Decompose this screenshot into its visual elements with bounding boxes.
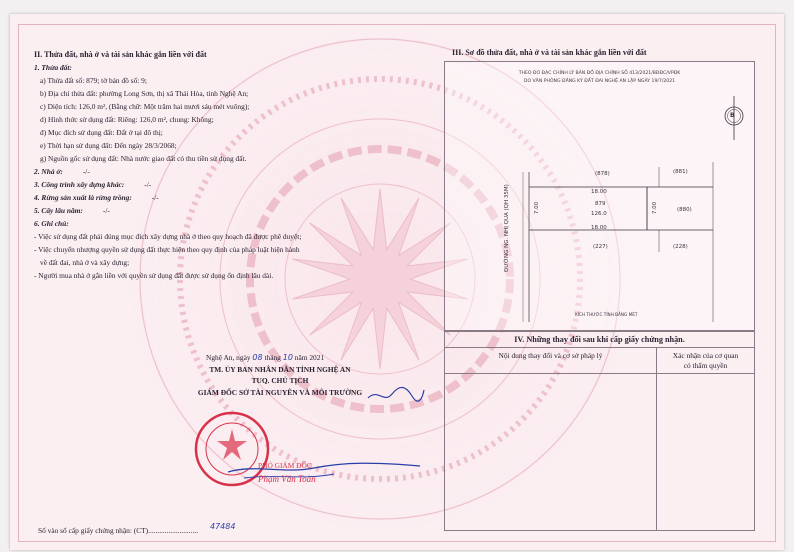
registry-label: Số vào sổ cấp giấy chứng nhận: (CT)........................... <box>38 526 199 535</box>
parcel-228-label: (228) <box>673 244 688 250</box>
signature-block <box>160 352 400 398</box>
land-info-section <box>34 48 454 282</box>
map-header-line-2: DO VĂN PHÒNG ĐĂNG KÝ ĐẤT ĐAI NGHỆ AN LẬP NGÀY 19/7/2021 <box>523 79 676 84</box>
forest-value: -/- <box>151 193 159 202</box>
parcel-881-label: (881) <box>673 169 688 175</box>
construction-label: 3. Công trình xây dựng khác: <box>34 180 125 189</box>
land-item: g) Nguồn gốc sử dụng đất: Nhà nước giao đất có thu tiền sử dụng đất. <box>40 154 247 163</box>
land-item: b) Địa chỉ thửa đất: phường Long Sơn, thị xã Thái Hòa, tỉnh Nghệ An; <box>40 89 249 98</box>
changes-content-cell <box>445 374 657 531</box>
changes-col-confirm-line-1: Xác nhận của cơ quan <box>672 351 739 360</box>
edge-right-length: 7.00 <box>652 201 659 215</box>
edge-top-length: 18.00 <box>591 189 607 195</box>
note-item: - Người mua nhà ở gắn liền với quyền sử dụng đất được sử dụng ổn định lâu dài. <box>34 271 274 280</box>
deputy-title: PHÓ GIÁM ĐỐC <box>258 461 312 470</box>
edge-left-length: 7.00 <box>534 201 541 215</box>
north-label: B <box>730 112 735 119</box>
year-label: năm 2021 <box>294 353 325 362</box>
forest-label: 4. Rừng sản xuất là rừng trồng: <box>34 193 132 202</box>
deputy-name: Phạm Văn Toàn <box>258 474 316 484</box>
parcel-227-label: (227) <box>593 244 608 250</box>
parcel-map <box>444 61 755 331</box>
land-item: c) Diện tích: 126,0 m², (Bằng chữ: Một trăm hai mươi sáu mét vuông); <box>40 102 250 111</box>
changes-col-confirm-line-2: có thẩm quyền <box>683 361 728 370</box>
edge-bottom-length: 18.00 <box>591 225 607 231</box>
date-place: Nghệ An, ngày <box>206 353 251 362</box>
certificate-page <box>10 14 784 550</box>
parcel-area: 126.0 <box>591 211 607 217</box>
road-label: ĐƯỜNG NG. NHỊ QUA (QH 35M) <box>504 184 510 272</box>
changes-col-content: Nội dung thay đổi và cơ sở pháp lý <box>445 348 657 374</box>
org-line-2: TUQ. CHỦ TỊCH <box>251 376 309 385</box>
land-heading: 1. Thửa đất: <box>34 63 72 72</box>
date-month: 10 <box>282 353 293 362</box>
scale-note: KÍCH THƯỚC TÍNH BẰNG MÉT <box>575 312 638 317</box>
map-header-line-1: THEO ĐO ĐẠC CHỈNH LÝ BẢN ĐỒ ĐỊA CHÍNH SỐ 413/2021/BĐĐC/VPĐK <box>518 71 681 76</box>
parcel-number: 879 <box>595 201 606 207</box>
house-label: 2. Nhà ở: <box>34 167 63 176</box>
section-title-land: II. Thửa đất, nhà ở và tài sản khác gắn liền với đất <box>34 50 207 59</box>
parcel-drawing <box>445 62 754 330</box>
changes-col-confirm <box>657 348 755 374</box>
changes-confirm-cell <box>657 374 755 531</box>
house-value: -/- <box>82 167 90 176</box>
changes-title: IV. Những thay đổi sau khi cấp giấy chứng nhận. <box>445 332 755 348</box>
note-item: về đất đai, nhà ở và xây dựng; <box>40 258 130 267</box>
org-line-1: TM. ỦY BAN NHÂN DÂN TỈNH NGHỆ AN <box>209 364 351 374</box>
map-section-title: III. Sơ đồ thửa đất, nhà ở và tài sản khác gắn liền với đất <box>452 48 647 57</box>
main-signature <box>224 444 424 484</box>
trees-label: 5. Cây lâu năm: <box>34 206 83 215</box>
land-item: đ) Mục đích sử dụng đất: Đất ở tại đô thị; <box>40 128 163 137</box>
parcel-878-label: (878) <box>595 171 610 177</box>
land-item: a) Thửa đất số: 879; tờ bản đồ số: 9; <box>40 76 147 85</box>
note-item: - Việc sử dụng đất phải đúng mục đích xây dựng nhà ở theo quy hoạch đã được phê duyệt; <box>34 232 302 241</box>
land-item: d) Hình thức sử dụng đất: Riêng: 126,0 m², chung: Không; <box>40 115 214 124</box>
date-day: 08 <box>252 353 263 362</box>
notes-label: 6. Ghi chú: <box>34 219 69 228</box>
land-item: e) Thời hạn sử dụng đất: Đến ngày 28/3/2068; <box>40 141 177 150</box>
parcel-880-label: (880) <box>677 207 692 213</box>
construction-value: -/- <box>144 180 152 189</box>
trees-value: -/- <box>102 206 110 215</box>
changes-table <box>444 331 755 531</box>
initial-signature <box>366 384 426 406</box>
org-line-3: GIÁM ĐỐC SỞ TÀI NGUYÊN VÀ MÔI TRƯỜNG <box>197 387 363 397</box>
registry-number: 47484 <box>210 522 236 531</box>
note-item: - Việc chuyển nhượng quyền sử dụng đất thực hiện theo quy định của pháp luật hiện hành <box>34 245 300 254</box>
month-label: tháng <box>264 353 281 362</box>
issue-date <box>160 352 400 364</box>
